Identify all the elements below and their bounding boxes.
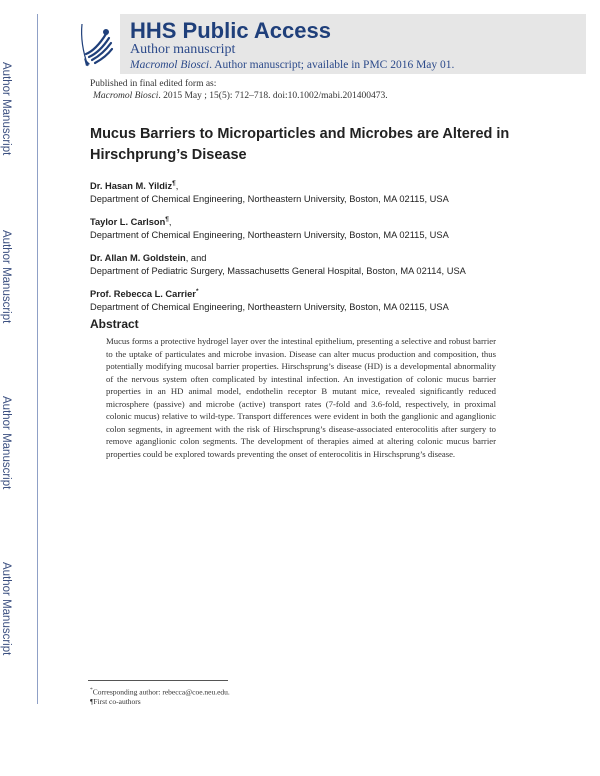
banner-subtitle: Author manuscript [130,42,236,57]
footnote-corresponding: *Corresponding author: rebecca@coe.neu.edu. [90,687,230,697]
abstract-heading: Abstract [90,317,139,331]
author-name: Prof. Rebecca L. Carrier* [90,288,199,300]
author-name: Taylor L. Carlson¶, [90,216,172,228]
author-entry [90,249,570,278]
banner-citation [130,59,454,71]
footnotes [90,686,230,706]
hhs-eagle-logo-icon [76,14,120,74]
author-name: Dr. Allan M. Goldstein, and [90,253,207,264]
author-affiliation: Department of Chemical Engineering, Northeastern University, Boston, MA 02115, USA [90,230,449,241]
banner-citation-details: . Author manuscript; available in PMC 2016 May 01. [209,59,455,71]
published-in-note [90,78,388,102]
published-label: Published in final edited form as: [90,79,217,89]
author-affiliation: Department of Pediatric Surgery, Massachusetts General Hospital, Boston, MA 02114, USA [90,266,466,277]
banner-title: HHS Public Access [130,18,331,43]
published-details: . 2015 May ; 15(5): 712–718. doi:10.1002/mabi.201400473. [158,91,388,101]
author-list [90,177,570,321]
author-entry [90,177,570,206]
author-entry [90,213,570,242]
author-entry [90,285,570,314]
author-affiliation: Department of Chemical Engineering, Northeastern University, Boston, MA 02115, USA [90,194,449,205]
side-margin [0,0,40,776]
side-label-author-manuscript: Author Manuscript [0,396,12,490]
side-label-author-manuscript: Author Manuscript [0,562,12,656]
abstract-text: Mucus forms a protective hydrogel layer over the intestinal epithelium, presenting a selective and robust barrier to the uptake of particulates and microbe invasion. Disease can alter mucus production and composition, thus potentially modifying mucosal barrier properties. Hirschsprung’s disease (HD) is a developmental abnormality of the nervous system often complicated by intestinal infection. An investigation of colonic mucus barrier properties in an HD animal model, endothelin receptor B mutant mice, revealed significantly reduced microsphere (passive) and microbe (active) transport rates (7-fold and 3.6-fold, respectively, in proximal colonic mucus) relative to wild-type. Transport differences were evident in both the ganglionic and aganglionic colon segments, in agreement with the risk of Hirschsprung’s disease-associated enterocolitis after surgery to remove aganglionic colon segments. The development of therapies aimed at altering colonic mucus barrier properties could be explored towards preventing the onset of enterocolitis in Hirschsprung’s disease. [106,336,496,459]
banner-citation-journal: Macromol Biosci [130,59,210,71]
author-affiliation: Department of Chemical Engineering, Northeastern University, Boston, MA 02115, USA [90,302,449,313]
side-label-author-manuscript: Author Manuscript [0,62,12,156]
footnote-divider [88,680,228,681]
hhs-header-banner [76,14,586,74]
published-journal: Macromol Biosci [93,91,159,101]
side-label-author-manuscript: Author Manuscript [0,230,12,324]
author-name: Dr. Hasan M. Yildiz¶, [90,180,179,192]
published-citation [90,90,388,102]
side-divider [37,14,38,704]
article-title: Mucus Barriers to Microparticles and Microbes are Altered in Hirschprung’s Disease [90,126,510,163]
footnote-co-first: ¶First co-authors [90,696,141,706]
